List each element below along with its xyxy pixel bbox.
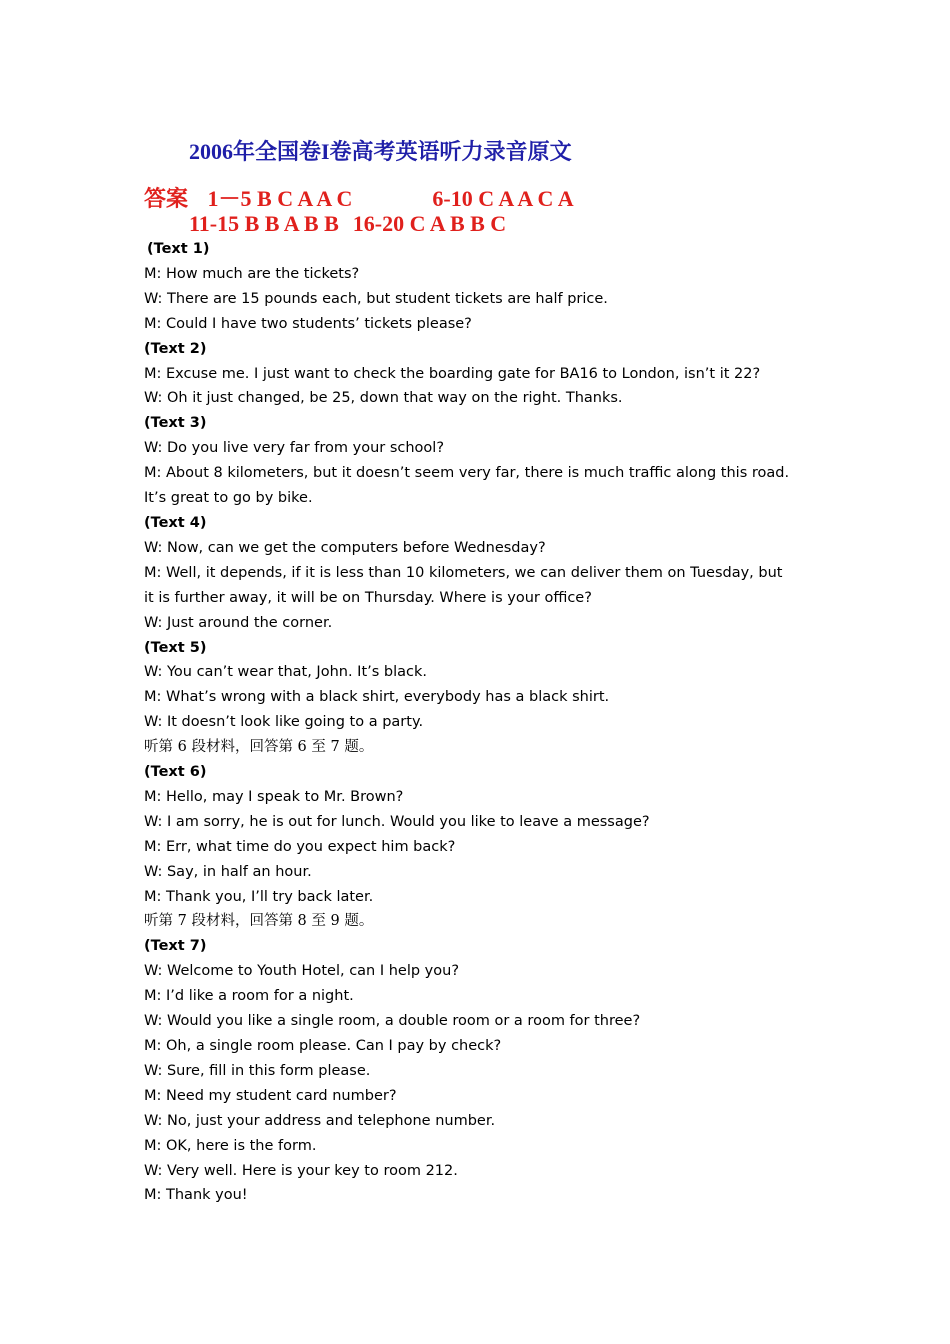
dialogue-line: M: I’d like a room for a night. [144, 988, 354, 1005]
dialogue-line: W: It doesn’t look like going to a party. [144, 714, 424, 731]
dialogue-line: W: Sure, fill in this form please. [144, 1062, 371, 1079]
dialogue-line: W: Oh it just changed, be 25, down that way on the right. Thanks. [144, 390, 623, 407]
instruction-line: 听第 7 段材料，回答第 8 至 9 题。 [144, 913, 374, 930]
dialogue-line: W: No, just your address and telephone number. [144, 1112, 496, 1129]
dialogue-line: M: OK, here is the form. [144, 1137, 317, 1154]
dialogue-line: M: Excuse me. I just want to check the boarding gate for BA16 to London, isn’t it 22? [144, 365, 761, 382]
dialogue-line: W: Say, in half an hour. [144, 863, 312, 880]
section-heading: (Text 2) [144, 340, 207, 357]
dialogue-line: W: There are 15 pounds each, but student tickets are half price. [144, 290, 608, 307]
dialogue-line: M: Well, it depends, if it is less than 10 kilometers, we can deliver them on Tuesday, but it is further away, it will be on Thursday. Where is your office? [144, 564, 783, 606]
dialogue-line: W: Now, can we get the computers before Wednesday? [144, 539, 546, 556]
dialogue-line: W: You can’t wear that, John. It’s black. [144, 664, 428, 681]
instruction-line: 听第 6 段材料，回答第 6 至 7 题。 [144, 739, 374, 756]
dialogue-line: M: About 8 kilometers, but it doesn’t seem very far, there is much traffic along this road. It’s great to go by bike. [144, 465, 790, 507]
dialogue-line: W: I am sorry, he is out for lunch. Would you like to leave a message? [144, 813, 650, 830]
answers-1-5: 1－5 B C A A C [207, 186, 353, 211]
dialogue-line: W: Would you like a single room, a double room or a room for three? [144, 1013, 641, 1030]
answer-label: 答案 [144, 186, 189, 211]
section-heading: (Text 6) [144, 764, 207, 781]
section-heading: (Text 7) [144, 938, 207, 955]
dialogue-line: M: How much are the tickets? [144, 265, 360, 282]
answers-11-15: 11-15 B B A B B [189, 211, 339, 236]
dialogue-line: M: Could I have two students’ tickets please? [144, 315, 472, 332]
dialogue-line: M: Oh, a single room please. Can I pay by check? [144, 1038, 502, 1054]
dialogue-line: M: Thank you! [144, 1187, 248, 1204]
transcript [144, 237, 794, 1208]
answer-row-2 [144, 211, 574, 236]
dialogue-line: M: Need my student card number? [144, 1087, 397, 1104]
dialogue-line: W: Do you live very far from your school? [144, 440, 445, 457]
answer-row-1 [144, 186, 574, 211]
dialogue-line: W: Welcome to Youth Hotel, can I help you? [144, 963, 460, 980]
answers-16-20: 16-20 C A B B C [352, 211, 507, 236]
dialogue-line: M: Hello, may I speak to Mr. Brown? [144, 788, 404, 805]
dialogue-line: M: Err, what time do you expect him back? [144, 838, 456, 855]
answer-key [144, 186, 574, 236]
dialogue-line: W: Very well. Here is your key to room 212. [144, 1162, 458, 1179]
section-heading: (Text 5) [144, 639, 207, 656]
dialogue-line: W: Just around the corner. [144, 614, 333, 631]
dialogue-line: M: Thank you, I’ll try back later. [144, 888, 374, 905]
section-heading: (Text 3) [144, 415, 207, 432]
section-heading: (Text 4) [144, 514, 207, 531]
page-title: 2006年全国卷I卷高考英语听力录音原文 [189, 139, 572, 164]
section-heading: (Text 1) [147, 241, 210, 257]
dialogue-line: M: What’s wrong with a black shirt, everybody has a black shirt. [144, 689, 610, 706]
answers-6-10: 6-10 C A A C A [432, 186, 574, 211]
